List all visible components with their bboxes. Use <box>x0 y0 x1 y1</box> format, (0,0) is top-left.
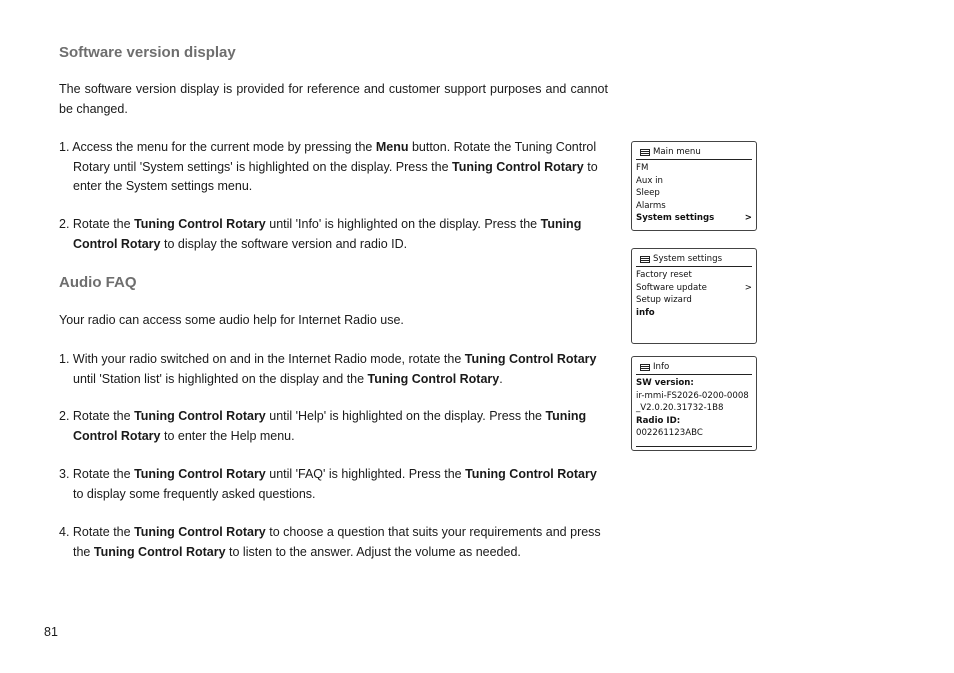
step-text: 2. Rotate the <box>59 217 135 231</box>
step-text: to enter the Help menu. <box>160 428 295 443</box>
step-text: until 'Station list' is highlighted on the display and the <box>73 371 368 386</box>
display-row <box>636 307 752 320</box>
step-text: to display the software version and radio ID. <box>160 236 408 251</box>
intro-paragraph: The software version display is provided for reference and customer support purposes and cannot be changed. <box>59 82 608 116</box>
bold-term: Tuning Control Rotary <box>73 217 582 251</box>
bold-term: Tuning Control Rotary <box>73 409 587 443</box>
menu-list-icon <box>640 256 650 263</box>
display-row <box>636 162 752 175</box>
instruction-step <box>59 407 608 446</box>
bold-term: Tuning Control Rotary <box>93 544 226 559</box>
screen-title: System settings <box>653 254 723 264</box>
bold-term: Tuning Control Rotary <box>465 467 597 481</box>
display-system-settings <box>631 248 757 344</box>
screen-title: Main menu <box>653 147 701 157</box>
display-row <box>636 415 752 428</box>
display-row <box>636 200 752 213</box>
display-row-label: FM <box>636 163 649 173</box>
page-number: 81 <box>44 625 58 639</box>
step-text: until 'Help' is highlighted on the display. Press the <box>265 409 546 423</box>
bold-term: Menu <box>375 140 409 154</box>
bold-term: Tuning Control Rotary <box>464 352 597 366</box>
bold-term: Tuning Control Rotary <box>134 467 266 481</box>
display-row-label: _V2.0.20.31732-1B8 <box>636 403 724 413</box>
display-row <box>636 377 752 390</box>
display-row <box>636 294 752 307</box>
divider <box>636 446 752 447</box>
display-row-label: Factory reset <box>636 270 692 280</box>
step-text: to display some frequently asked questions. <box>73 486 316 501</box>
display-row <box>636 212 752 225</box>
display-row <box>636 390 752 403</box>
instruction-step <box>59 215 608 254</box>
display-row <box>636 269 752 282</box>
display-info <box>631 356 757 451</box>
step-text: to choose a question that suits your requirements and press the <box>73 525 601 559</box>
submenu-arrow: > <box>744 213 752 223</box>
step-text: to listen to the answer. Adjust the volume as needed. <box>225 544 521 559</box>
instruction-step <box>59 523 608 562</box>
instruction-step <box>59 138 608 197</box>
bold-term: Tuning Control Rotary <box>452 159 584 174</box>
display-row-label: info <box>636 307 655 318</box>
menu-list-icon <box>640 149 650 156</box>
instruction-step <box>59 465 608 504</box>
display-row <box>636 187 752 200</box>
step-text: to enter the System settings menu. <box>73 159 598 193</box>
instruction-step <box>59 350 608 389</box>
display-main-menu <box>631 141 757 231</box>
step-text: until 'FAQ' is highlighted. Press the <box>265 467 466 481</box>
display-row-label: Radio ID: <box>636 415 681 426</box>
display-row-label: Setup wizard <box>636 295 692 305</box>
bold-term: Tuning Control Rotary <box>134 217 266 231</box>
display-row-label: SW version: <box>636 378 694 388</box>
display-row-label: ir-mmi-FS2026-0200-0008 <box>636 390 749 401</box>
step-text: 2. Rotate the <box>59 409 135 423</box>
submenu-arrow: > <box>744 282 752 293</box>
display-row <box>636 282 752 295</box>
display-row <box>636 427 752 440</box>
display-row-label: Aux in <box>636 175 663 186</box>
bold-term: Tuning Control Rotary <box>134 525 266 539</box>
bold-term: Tuning Control Rotary <box>367 371 500 386</box>
bold-term: Tuning Control Rotary <box>134 409 266 423</box>
section-heading-software-version: Software version display <box>59 44 236 61</box>
step-text: until 'Info' is highlighted on the display. Press the <box>265 217 541 231</box>
intro-paragraph: Your radio can access some audio help for Internet Radio use. <box>59 313 404 327</box>
step-text: 1. Access the menu for the current mode by pressing the <box>59 140 376 154</box>
menu-list-icon <box>640 364 650 371</box>
screen-title: Info <box>653 362 670 372</box>
section-heading-audio-faq: Audio FAQ <box>59 274 137 291</box>
display-row <box>636 402 752 415</box>
display-row-label: System settings <box>636 213 715 223</box>
display-row-label: 002261123ABC <box>636 428 703 438</box>
display-row-label: Sleep <box>636 188 660 198</box>
step-text: 1. With your radio switched on and in the Internet Radio mode, rotate the <box>59 352 465 366</box>
step-text: button. Rotate the Tuning Control Rotary until 'System settings' is highlighted on the display. Press the <box>73 140 597 174</box>
step-text: . <box>499 371 503 386</box>
display-row-label: Alarms <box>636 200 666 211</box>
step-text: 4. Rotate the <box>59 525 135 539</box>
step-text: 3. Rotate the <box>59 467 135 481</box>
display-row-label: Software update <box>636 282 707 293</box>
display-row <box>636 175 752 188</box>
